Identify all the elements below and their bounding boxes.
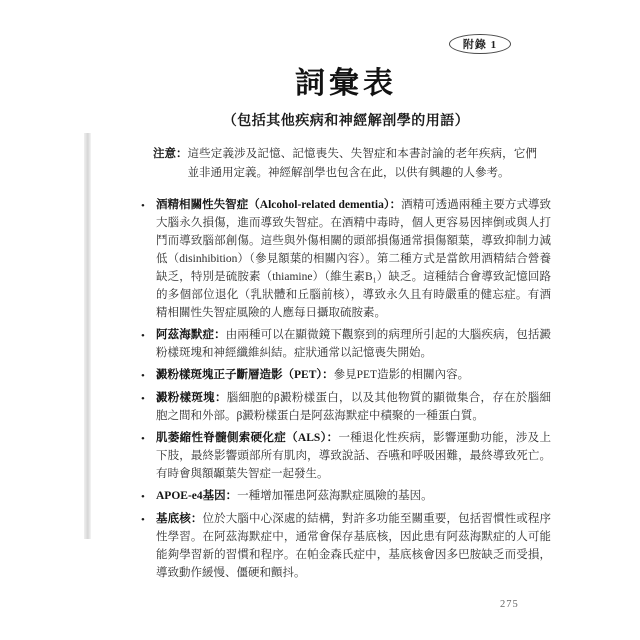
bullet-icon: • [141, 370, 145, 382]
entry-term: 基底核： [156, 513, 203, 525]
entry-text [156, 429, 551, 483]
glossary-entry [141, 326, 551, 362]
entry-definition: 位於大腦中心深處的結構，對許多功能至關重要，包括習慣性或程序性學習。在阿茲海默症中，通常會保存基底核，因此患有阿茲海默症的人可能能夠學習新的習慣和程序。在帕金森氏症中，基底核會因多巴胺缺乏而受損，導致動作緩慢、僵硬和顫抖。 [156, 513, 551, 579]
entry-definition: 酒精可透過兩種主要方式導致大腦永久損傷，進而導致失智症。在酒精中毒時，個人更容易因摔倒或與人打鬥而導致腦部創傷。這些與外傷相關的頭部損傷通常損傷額葉，導致抑制力減低（disinhibition）（參見額葉的相關內容）。第二種方式是當飲用酒精結合營養缺乏，特別是硫胺素（thiamine）（維生素B₁）缺乏。這種結合會導致記憶回路的多個部位退化（乳狀體和丘腦前核），導致永久且有時嚴重的健忘症。有酒精相關性失智症風險的人應每日攝取硫胺素。 [156, 199, 551, 319]
entry-definition: 一種退化性疾病，影響運動功能，涉及上下肢，最終影響頭部所有肌肉，導致說話、吞嚥和呼吸困難，最終導致死亡。有時會與額顳葉失智症一起發生。 [156, 432, 551, 480]
glossary-entry [141, 196, 551, 322]
note-text: 這些定義涉及記憶、記憶喪失、失智症和本書討論的老年疾病，它們並非通用定義。神經解剖學也包含在此，以供有興趣的人參考。 [187, 148, 537, 179]
page-number: 275 [500, 599, 519, 610]
entry-term: 澱粉樣斑塊： [156, 392, 227, 404]
note [153, 145, 537, 182]
entry-term: 酒精相關性失智症（Alcohol-related dementia）： [156, 199, 402, 211]
page-header [141, 58, 551, 130]
bullet-icon: • [141, 491, 145, 503]
entry-term: 肌萎縮性脊髓側索硬化症（ALS）： [156, 432, 339, 444]
glossary-entry [141, 487, 551, 506]
bullet-icon: • [141, 200, 145, 212]
bullet-icon: • [141, 330, 145, 342]
entry-text [156, 366, 551, 385]
entry-definition: 參見PET造影的相關內容。 [333, 369, 470, 381]
entry-definition: 一種增加罹患阿茲海默症風險的基因。 [237, 490, 433, 502]
entry-term: APOE-e4基因： [156, 490, 238, 502]
bullet-icon: • [141, 393, 145, 405]
entry-text [156, 326, 551, 362]
entry-text [156, 487, 551, 506]
entry-term: 阿茲海默症： [156, 329, 226, 341]
glossary-entry [141, 429, 551, 483]
glossary-entry [141, 366, 551, 385]
entry-term: 澱粉樣斑塊正子斷層造影（PET）： [156, 369, 334, 381]
glossary-entry [141, 389, 551, 425]
entry-text [156, 389, 551, 425]
entry-definition: 由兩種可以在顯微鏡下觀察到的病理所引起的大腦疾病，包括澱粉樣斑塊和神經纖維糾結。症狀通常以記憶喪失開始。 [156, 329, 552, 359]
entry-definition: 腦細胞的β澱粉樣蛋白，以及其他物質的顯微集合，存在於腦細胞之間和外部。β澱粉樣蛋白是阿茲海默症中積聚的一種蛋白質。 [156, 392, 552, 422]
glossary-content [141, 145, 551, 586]
page-title: 詞彙表 [295, 67, 397, 100]
glossary-list [141, 196, 551, 582]
bullet-icon: • [141, 433, 145, 445]
appendix-badge-label: 附錄 1 [462, 39, 498, 51]
page-subtitle: （包括其他疾病和神經解剖學的用語） [222, 114, 470, 129]
bullet-icon: • [141, 514, 145, 526]
entry-text [156, 510, 551, 582]
note-label: 注意： [153, 148, 188, 160]
page-gutter-shadow [84, 133, 91, 539]
entry-text [156, 196, 551, 322]
appendix-badge [449, 34, 511, 54]
glossary-entry [141, 510, 551, 582]
